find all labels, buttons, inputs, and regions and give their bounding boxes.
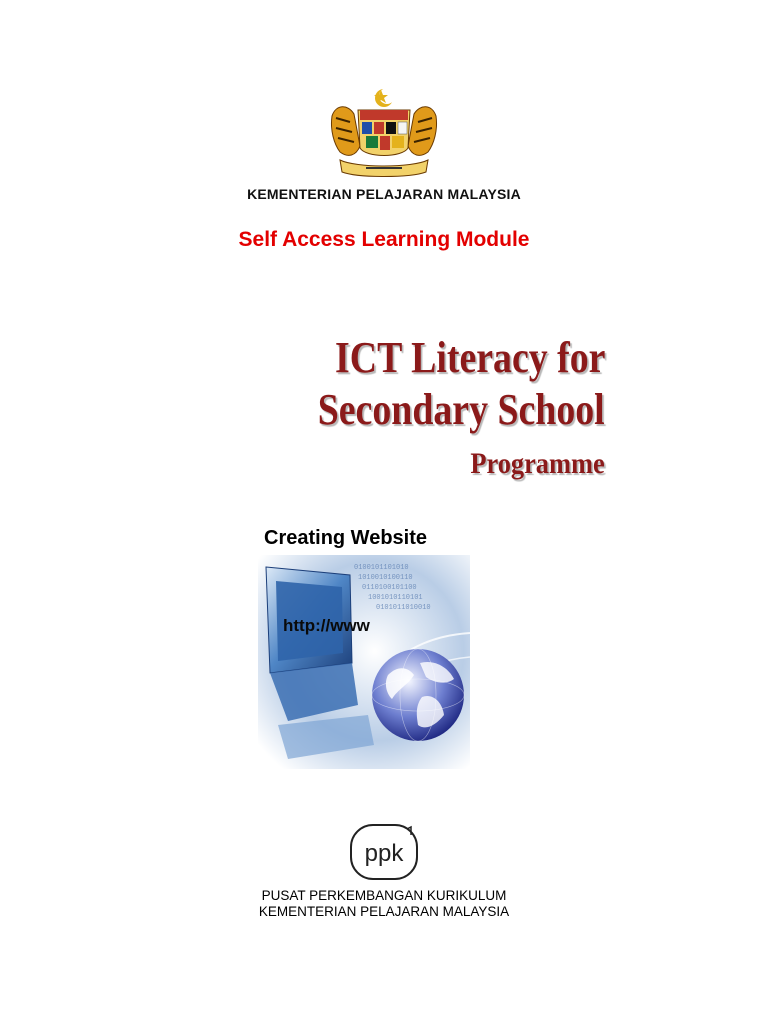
footer-institution: PUSAT PERKEMBANGAN KURIKULUM xyxy=(261,888,507,903)
svg-text:1001010110101: 1001010110101 xyxy=(368,594,423,602)
svg-text:0110100101100: 0110100101100 xyxy=(362,584,417,592)
svg-text:ppk: ppk xyxy=(364,840,404,867)
svg-text:0100101101010: 0100101101010 xyxy=(354,564,409,572)
footer-ministry: KEMENTERIAN PELAJARAN MALAYSIA xyxy=(258,904,510,919)
image-caption: http://www xyxy=(283,616,370,635)
svg-text:1010010100110: 1010010100110 xyxy=(358,574,413,582)
module-label: Self Access Learning Module xyxy=(238,228,530,251)
ministry-heading: KEMENTERIAN PELAJARAN MALAYSIA xyxy=(247,186,521,202)
malaysia-coat-of-arms-icon xyxy=(326,86,442,180)
cover-illustration xyxy=(258,555,470,769)
title-line-3: Programme xyxy=(470,447,605,480)
title-line-1: ICT Literacy for xyxy=(334,333,605,382)
globe-icon xyxy=(372,649,464,741)
title-line-2: Secondary School xyxy=(318,385,605,434)
svg-text:0101011010010: 0101011010010 xyxy=(376,604,431,612)
section-subtitle: Creating Website xyxy=(264,527,427,549)
ppk-logo-icon xyxy=(349,823,419,881)
